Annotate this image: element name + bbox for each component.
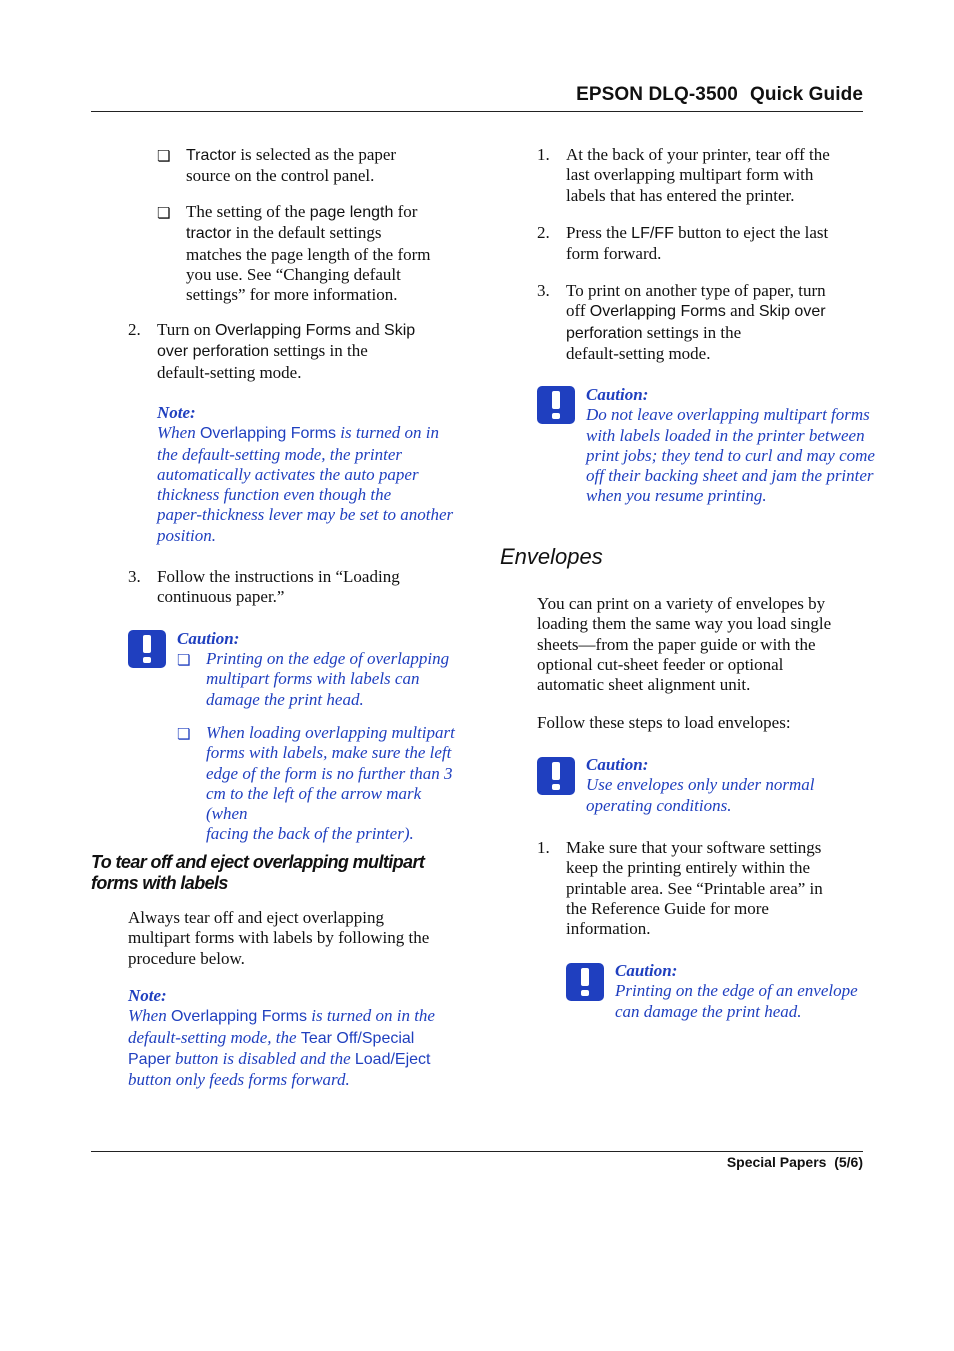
section-heading-envelopes: Envelopes bbox=[500, 544, 603, 569]
page-footer: Special Papers (5/6) bbox=[726, 1154, 863, 1170]
step-number: 3. bbox=[128, 567, 141, 586]
note-title: Note: bbox=[157, 403, 196, 422]
step-press-lf-ff: Press the LF/FF button to eject the last form forward. bbox=[566, 223, 829, 264]
step-number: 1. bbox=[537, 145, 550, 164]
step-overlapping-forms: Turn on Overlapping Forms and Skip over perforation settings in the default-setting mode. bbox=[157, 320, 416, 382]
note-title: Note: bbox=[128, 986, 167, 1005]
caution-title: Caution: bbox=[586, 755, 649, 774]
step-software-settings: Make sure that your software settings keep the printing entirely within the printable area. See “Printable area” in the Reference Guide for more information. bbox=[566, 838, 823, 939]
bullet-item-tractor: Tractor is selected as the paper source on the control panel. bbox=[186, 145, 397, 186]
checkbox-bullet-icon: ❏ bbox=[177, 725, 191, 743]
caution-title: Caution: bbox=[615, 961, 678, 980]
header-guide-title: Quick Guide bbox=[749, 84, 863, 105]
caution-icon bbox=[537, 757, 575, 795]
note-auto-thickness: Note: When Overlapping Forms is turned on in the default-setting mode, the printer automatically activates the auto paper thickness function even though the paper-thickness lever may be set to another position. bbox=[157, 403, 462, 546]
bullet-item-page-length: The setting of the page length for tractor in the default settings matches the page length of the form you use. See “Changing default settings” for more information. bbox=[186, 202, 431, 305]
caution-title: Caution: bbox=[586, 385, 649, 404]
caution-item-print-edge: Printing on the edge of overlapping multipart forms with labels can damage the print head. bbox=[206, 649, 450, 709]
paragraph-envelopes-intro: You can print on a variety of envelopes by loading them the same way you load single sheets—from the paper guide or with the optional cut-sheet feeder or optional automatic sheet alignment unit. bbox=[537, 594, 832, 695]
caution-overlapping-forms: Caution: Do not leave overlapping multipart forms with labels loaded in the printer between print jobs; they tend to curl and may come off their backing sheet and jam the printer when you resume printing. bbox=[586, 385, 875, 506]
paragraph-tear-off: Always tear off and eject overlapping multipart forms with labels by following the procedure below. bbox=[128, 908, 430, 968]
checkbox-bullet-icon: ❏ bbox=[157, 204, 171, 222]
header-brand: EPSON DLQ-3500 bbox=[576, 84, 738, 105]
step-follow-instructions: Follow the instructions in “Loading continuous paper.” bbox=[157, 567, 400, 607]
note-tear-off-button: Note: When Overlapping Forms is turned on in the default-setting mode, the Tear Off/Special Paper button is disabled and the Load/Eject button only feeds forms forward. bbox=[128, 986, 463, 1090]
checkbox-bullet-icon: ❏ bbox=[157, 147, 171, 165]
step-tear-off-last-form: At the back of your printer, tear off the last overlapping multipart form with labels that has entered the printer. bbox=[566, 145, 830, 205]
caution-icon bbox=[128, 630, 166, 668]
step-number: 2. bbox=[537, 223, 550, 242]
caution-icon bbox=[537, 386, 575, 424]
checkbox-bullet-icon: ❏ bbox=[177, 651, 191, 669]
section-subheading: To tear off and eject overlapping multipart forms with labels bbox=[91, 852, 425, 893]
caution-title: Caution: bbox=[177, 629, 240, 648]
step-number: 1. bbox=[537, 838, 550, 857]
caution-item-left-edge: When loading overlapping multipart forms with labels, make sure the left edge of the form is no further than 3 cm to the left of the arrow mark (when facing the back of the printer). bbox=[206, 723, 455, 844]
caution-normal-conditions: Caution: Use envelopes only under normal operating conditions. bbox=[586, 755, 876, 816]
step-another-paper: To print on another type of paper, turn off Overlapping Forms and Skip over perforation settings in the default-setting mode. bbox=[566, 281, 826, 363]
paragraph-follow-steps: Follow these steps to load envelopes: bbox=[537, 713, 791, 732]
header-rule bbox=[91, 111, 863, 112]
caution-envelope-edge: Caution: Printing on the edge of an envelope can damage the print head. bbox=[615, 961, 885, 1022]
page-header bbox=[576, 84, 863, 106]
caution-icon bbox=[566, 963, 604, 1001]
footer-rule bbox=[91, 1151, 863, 1152]
step-number: 2. bbox=[128, 320, 141, 339]
step-number: 3. bbox=[537, 281, 550, 300]
